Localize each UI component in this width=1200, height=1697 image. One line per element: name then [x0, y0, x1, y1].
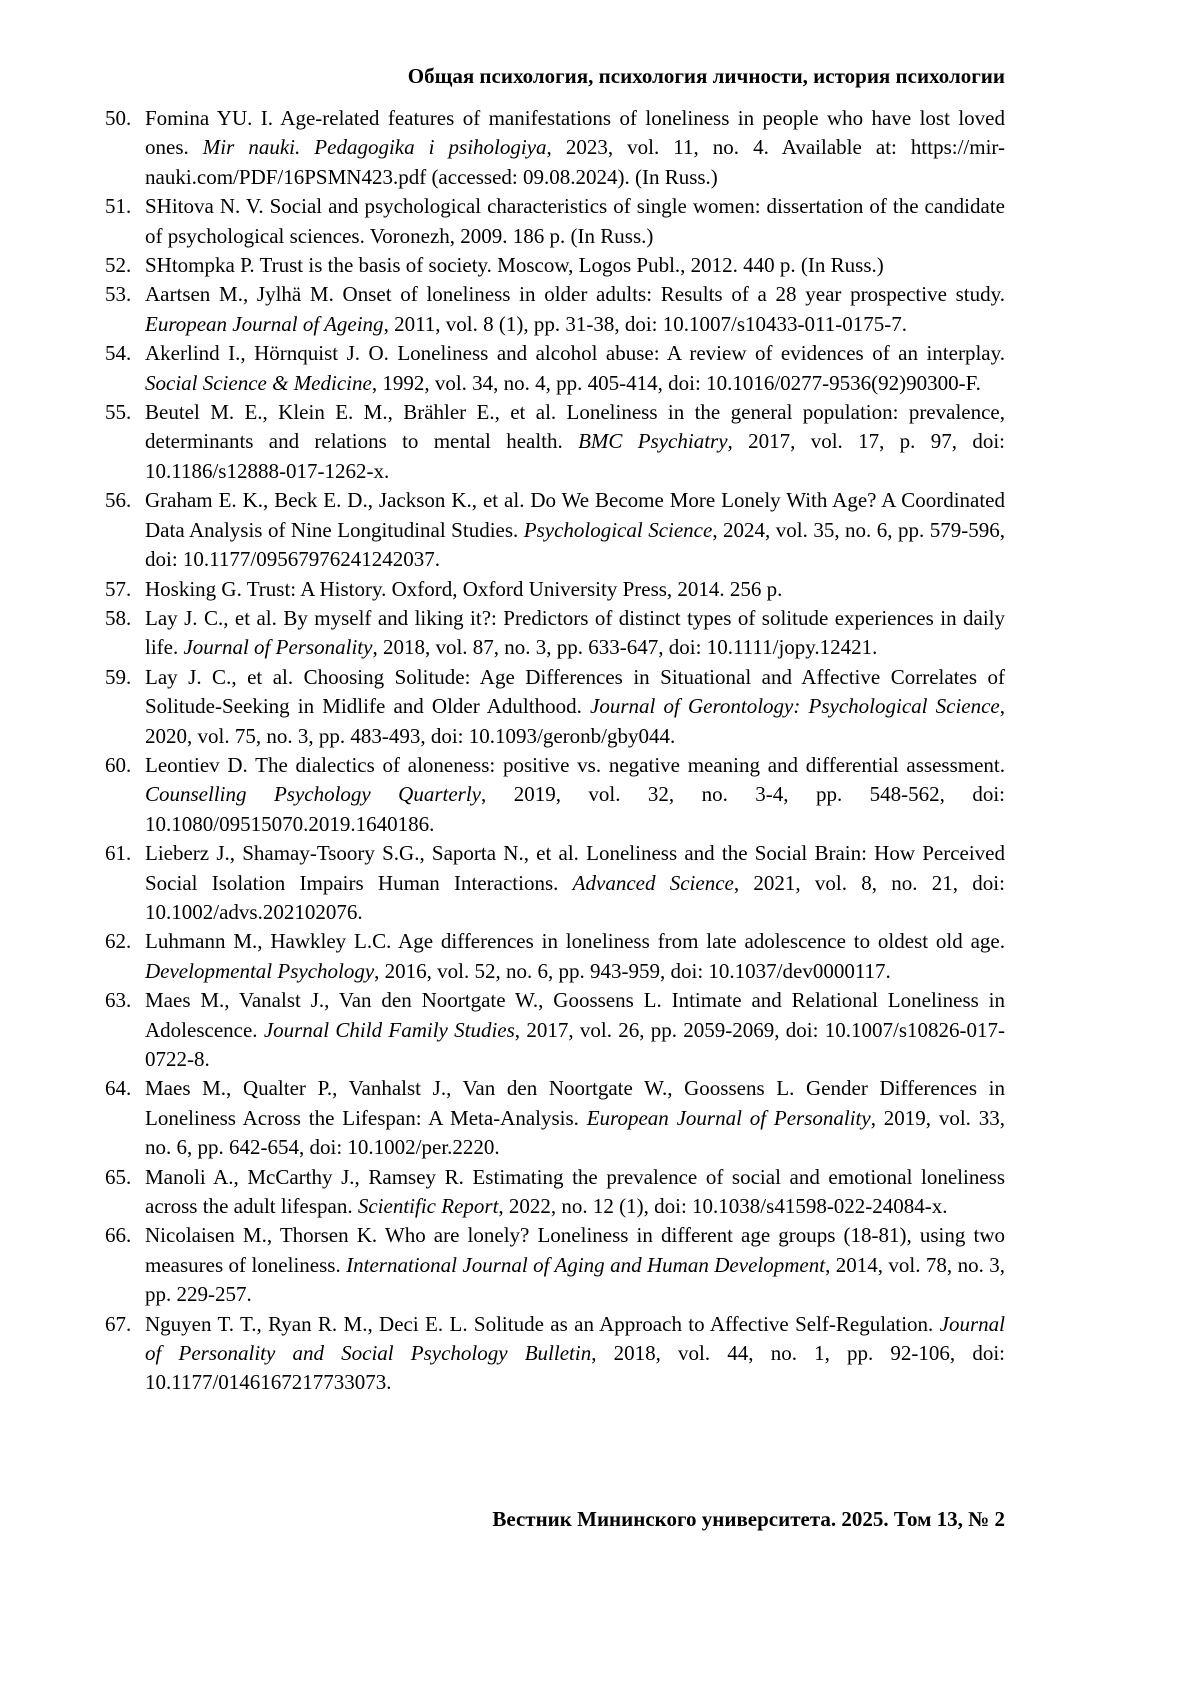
references-list [105, 104, 1005, 1398]
reference-text: Maes M., Vanalst J., Van den Noortgate W., Goossens L. Intimate and Relational Loneliness in Adolescence. Journal Child Family Studies, 2017, vol. 26, pp. 2059-2069, doi: 10.1007/s10826-017-0722-8. [145, 988, 1005, 1071]
reference-number: 65. [105, 1164, 132, 1189]
reference-item [105, 339, 1005, 398]
reference-text: Maes M., Qualter P., Vanhalst J., Van den Noortgate W., Goossens L. Gender Differences in Loneliness Across the Lifespan: A Meta-Analysis. European Journal of Personality, 2019, vol. 33, no. 6, pp. 642-654, doi: 10.1002/per.2220. [145, 1076, 1005, 1160]
reference-text: SHtompka P. Trust is the basis of society. Moscow, Logos Publ., 2012. 440 p. (In Russ.) [145, 253, 884, 278]
reference-item [105, 280, 1005, 339]
reference-item [105, 986, 1005, 1074]
reference-item [105, 192, 1005, 251]
reference-text: Nicolaisen M., Thorsen K. Who are lonely? Loneliness in different age groups (18-81), using two measures of loneliness. International Journal of Aging and Human Development, 2014, vol. 78, no. 3, pp. 229-257. [145, 1223, 1006, 1307]
reference-item [105, 1221, 1005, 1309]
reference-item [105, 839, 1005, 927]
reference-number: 52. [105, 253, 132, 278]
reference-number: 57. [105, 576, 132, 601]
reference-item [105, 575, 1005, 604]
reference-text: Aartsen M., Jylhä M. Onset of loneliness in older adults: Results of a 28 year prospective study. European Journal of Ageing, 2011, vol. 8 (1), pp. 31-38, doi: 10.1007/s10433-011-0175-7. [145, 282, 1005, 336]
reference-item [105, 104, 1005, 192]
running-header: Общая психология, психология личности, история психологии [407, 64, 1005, 88]
reference-number: 67. [105, 1311, 132, 1336]
reference-text: Leontiev D. The dialectics of aloneness: positive vs. negative meaning and differential assessment. Counselling Psychology Quarterly, 2019, vol. 32, no. 3-4, pp. 548-562, doi: 10.1080/09515070.2019.1640186. [145, 752, 1005, 836]
reference-text: Lay J. C., et al. Choosing Solitude: Age Differences in Situational and Affective Correlates of Solitude-Seeking in Midlife and Older Adulthood. Journal of Gerontology: Psychological Science, 2020, vol. 75, no. 3, pp. 483-493, doi: 10.1093/geronb/gby044. [145, 664, 1005, 748]
reference-text: Lay J. C., et al. By myself and liking it?: Predictors of distinct types of solitude experiences in daily life. Journal of Personality, 2018, vol. 87, no. 3, pp. 633-647, doi: 10.1111/jopy.12421. [145, 605, 1005, 660]
reference-number: 59. [105, 664, 132, 689]
reference-text: Fomina YU. I. Age-related features of manifestations of loneliness in people who have lost loved ones. Mir nauki. Pedagogika i psihologiya, 2023, vol. 11, no. 4. Available at: https://mir-nauki.com/PDF/16PSMN423.pdf (accessed: 09.08.2024). (In Russ.) [145, 106, 1005, 189]
reference-item [105, 604, 1005, 663]
reference-text: Lieberz J., Shamay-Tsoory S.G., Saporta N., et al. Loneliness and the Social Brain: How Perceived Social Isolation Impairs Human Interactions. Advanced Science, 2021, vol. 8, no. 21, doi: 10.1002/advs.202102076. [145, 841, 1005, 924]
reference-number: 55. [105, 400, 132, 425]
reference-item [105, 927, 1005, 986]
reference-item [105, 1163, 1005, 1222]
running-footer: Вестник Мининского университета. 2025. Том 13, № 2 [492, 1507, 1005, 1531]
reference-text: Hosking G. Trust: A History. Oxford, Oxford University Press, 2014. 256 p. [145, 576, 783, 601]
reference-number: 60. [105, 752, 132, 777]
reference-text: SHitova N. V. Social and psychological characteristics of single women: dissertation of the candidate of psychological sciences. Voronezh, 2009. 186 p. (In Russ.) [145, 194, 1005, 248]
reference-item [105, 398, 1005, 486]
reference-text: Graham E. K., Beck E. D., Jackson K., et al. Do We Become More Lonely With Age? A Coordinated Data Analysis of Nine Longitudinal Studies. Psychological Science, 2024, vol. 35, no. 6, pp. 579-596, doi: 10.1177/09567976241242037. [145, 488, 1005, 572]
reference-number: 54. [105, 341, 132, 366]
reference-number: 51. [105, 194, 132, 219]
reference-text: Manoli A., McCarthy J., Ramsey R. Estimating the prevalence of social and emotional loneliness across the adult lifespan. Scientific Report, 2022, no. 12 (1), doi: 10.1038/s41598-022-24084-x. [145, 1164, 1005, 1219]
reference-number: 50. [105, 106, 132, 130]
reference-number: 62. [105, 929, 132, 954]
reference-number: 61. [105, 841, 132, 866]
reference-item [105, 1310, 1005, 1398]
reference-text: Beutel M. E., Klein E. M., Brähler E., et al. Loneliness in the general population: prevalence, determinants and relations to mental health. BMC Psychiatry, 2017, vol. 17, p. 97, doi: 10.1186/s12888-017-1262-x. [145, 400, 1005, 483]
reference-item [105, 663, 1005, 751]
reference-number: 53. [105, 282, 132, 307]
reference-number: 58. [105, 605, 132, 630]
reference-item [105, 751, 1005, 839]
reference-item [105, 486, 1005, 574]
reference-text: Akerlind I., Hörnquist J. O. Loneliness and alcohol abuse: A review of evidences of an interplay. Social Science & Medicine, 1992, vol. 34, no. 4, pp. 405-414, doi: 10.1016/0277-9536(92)90300-F. [145, 341, 1005, 395]
reference-text: Luhmann M., Hawkley L.C. Age differences in loneliness from late adolescence to oldest old age. Developmental Psychology, 2016, vol. 52, no. 6, pp. 943-959, doi: 10.1037/dev0000117. [145, 929, 1005, 983]
reference-text: Nguyen T. T., Ryan R. M., Deci E. L. Solitude as an Approach to Affective Self-Regulation. Journal of Personality and Social Psychology Bulletin, 2018, vol. 44, no. 1, pp. 92-106, doi: 10.1177/0146167217733073. [145, 1311, 1005, 1395]
reference-item [105, 1074, 1005, 1162]
reference-number: 64. [105, 1076, 132, 1101]
reference-number: 63. [105, 988, 132, 1013]
reference-item [105, 251, 1005, 280]
reference-number: 66. [105, 1223, 132, 1248]
reference-number: 56. [105, 488, 132, 513]
